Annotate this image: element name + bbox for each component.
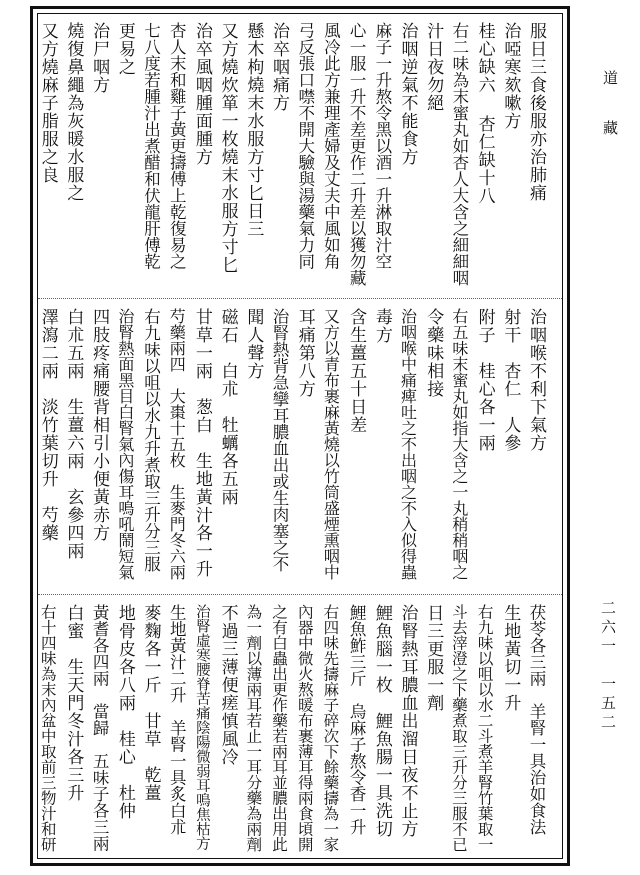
text-column: 桂心缺六 杏仁缺十八 xyxy=(474,22,495,205)
text-column: 聞人聲方 xyxy=(243,308,264,380)
panel-divider xyxy=(38,594,562,595)
text-column: 治腎熱耳膿血出溜日夜不止方 xyxy=(397,604,418,838)
text-column: 斗去滓澄之下藥煮取三升分三服不已 xyxy=(449,604,468,852)
text-column: 治腎虛寒腰脊苦痛陰陽微弱耳鳴焦枯方 xyxy=(193,604,210,851)
text-column: 不過三薄便瘥慎風冷 xyxy=(217,604,238,766)
collection-title: 道 藏 xyxy=(601,70,619,145)
text-column: 之有白蟲出更作藥若兩耳並膿出用此 xyxy=(270,604,288,852)
text-column: 白朮五兩 生薑六兩 玄參四兩 xyxy=(63,308,84,560)
panel-bottom xyxy=(38,596,558,860)
text-column: 治卒風咽腫面腫方 xyxy=(191,22,212,166)
text-column: 毒方 xyxy=(371,308,392,344)
page-frame xyxy=(30,6,570,866)
text-column: 麻子一升熬令黑以酒一升淋取汁空 xyxy=(372,22,392,270)
text-column: 右十四味為末內盆中取前三物汁和研 xyxy=(38,604,57,852)
text-column: 生地黃切一升 xyxy=(500,604,521,712)
text-column: 治尸咽方 xyxy=(89,22,110,94)
text-column: 磁石 白朮 牡蠣各五兩 xyxy=(217,308,238,506)
text-column: 白蜜 生天門冬汁各三升 xyxy=(63,604,84,802)
text-column: 治咽喉不利下氣方 xyxy=(526,308,546,452)
text-column: 右二味為末蜜丸如杏人大含之細細咽 xyxy=(449,22,469,286)
text-column: 又方燒麻子脂服之良 xyxy=(37,22,58,184)
text-column: 四肢疼痛腰背相引小便黃赤方 xyxy=(89,308,110,542)
text-column: 治咽逆氣不能食方 xyxy=(397,22,418,166)
text-column: 令藥味相接 xyxy=(423,308,444,398)
text-column: 治啞寒欬嗽方 xyxy=(500,22,521,130)
panel-divider xyxy=(38,298,562,299)
text-column: 黃耆各四兩 當歸 五味子各三兩 xyxy=(90,604,110,852)
text-column: 又方以青布裹麻黃燒以竹筒盛煙熏咽中 xyxy=(321,308,341,580)
text-column: 治腎熱背急攣耳膿血出或生肉塞之不 xyxy=(270,308,289,572)
text-column: 為一劑以薄兩耳若止一耳分藥為兩劑 xyxy=(244,604,263,852)
text-column: 茯苓各三兩 羊腎一具治如食法 xyxy=(527,604,546,835)
text-column: 又方燒炊箪一枚燒末水服方寸匕 xyxy=(217,22,238,274)
text-column: 射干 杏仁 人參 xyxy=(500,308,521,452)
text-column: 汁日夜勿絕 xyxy=(423,22,444,112)
text-column: 生地黃汁二升 羊腎一具炙白朮 xyxy=(167,604,187,835)
right-margin xyxy=(574,0,640,875)
text-column: 杏人末和雞子黃更擣傅上乾復易之 xyxy=(167,22,187,270)
text-column: 麥麴各一斤 甘草 乾薑 xyxy=(140,604,161,802)
page-inner-frame xyxy=(37,13,563,859)
text-column: 右九味以咀以水二斗煮羊腎竹葉取一 xyxy=(475,604,494,852)
text-column: 含生薑五十日差 xyxy=(346,308,367,434)
text-column: 七八度若腫汁出煮醋和伏龍肝傅乾 xyxy=(141,22,161,270)
text-column: 鯉魚腦一枚 鯉魚腸一具洗切 xyxy=(371,604,392,838)
panel-top xyxy=(37,14,558,296)
text-column: 更易之 xyxy=(114,22,135,76)
text-column: 心一服一升不差更作二升差以獲勿藏 xyxy=(347,22,367,286)
text-column: 甘草一兩 葱白 生地黃汁各一升 xyxy=(191,308,212,578)
text-column: 風冷此方兼理產婦及丈夫中風如角 xyxy=(321,22,341,270)
text-column: 地骨皮各八兩 桂心 杜仲 xyxy=(114,604,135,820)
text-column: 治腎熱面黑目白腎氣內傷耳鳴吼鬧短氣 xyxy=(115,308,135,580)
text-column: 右九味以咀以水九升煮取三升分三服 xyxy=(141,308,161,572)
page-number: 二六一 一五二 xyxy=(599,600,617,733)
text-column: 芍藥兩四 大棗十五枚 生麥門冬六兩 xyxy=(167,308,187,580)
text-column: 鯉魚鮓三斤 烏麻子熬令香一升 xyxy=(347,604,367,835)
text-column: 服日三食後服亦治肺痛 xyxy=(526,22,546,202)
panel-middle xyxy=(37,300,558,592)
text-column: 右四味先擣麻子碎次下餘藥擣為一家 xyxy=(321,604,340,852)
text-column: 懸木枸燒末水服方寸匕日三 xyxy=(243,22,264,238)
text-column: 弓反張口噤不開大驗與湯藥氣力同 xyxy=(295,22,315,270)
text-column: 附子 桂心各一兩 xyxy=(474,308,495,452)
text-column: 耳痛第八方 xyxy=(294,308,315,398)
text-column: 澤瀉二兩 淡竹葉切升 芍藥 xyxy=(37,308,58,542)
text-column: 內器中微火熬暖布裹薄耳得兩食頃開 xyxy=(295,604,314,852)
text-column: 治卒咽痛方 xyxy=(269,22,289,112)
text-column: 燒復鼻繩為灰暖水服之 xyxy=(63,22,84,202)
text-column: 日三更服一劑 xyxy=(423,604,444,712)
text-column: 右五味末蜜丸如指大含之一丸稍稍咽之 xyxy=(449,308,469,580)
text-column: 治咽喉中痛痺吐之不出咽之不入似得蟲 xyxy=(398,308,418,580)
